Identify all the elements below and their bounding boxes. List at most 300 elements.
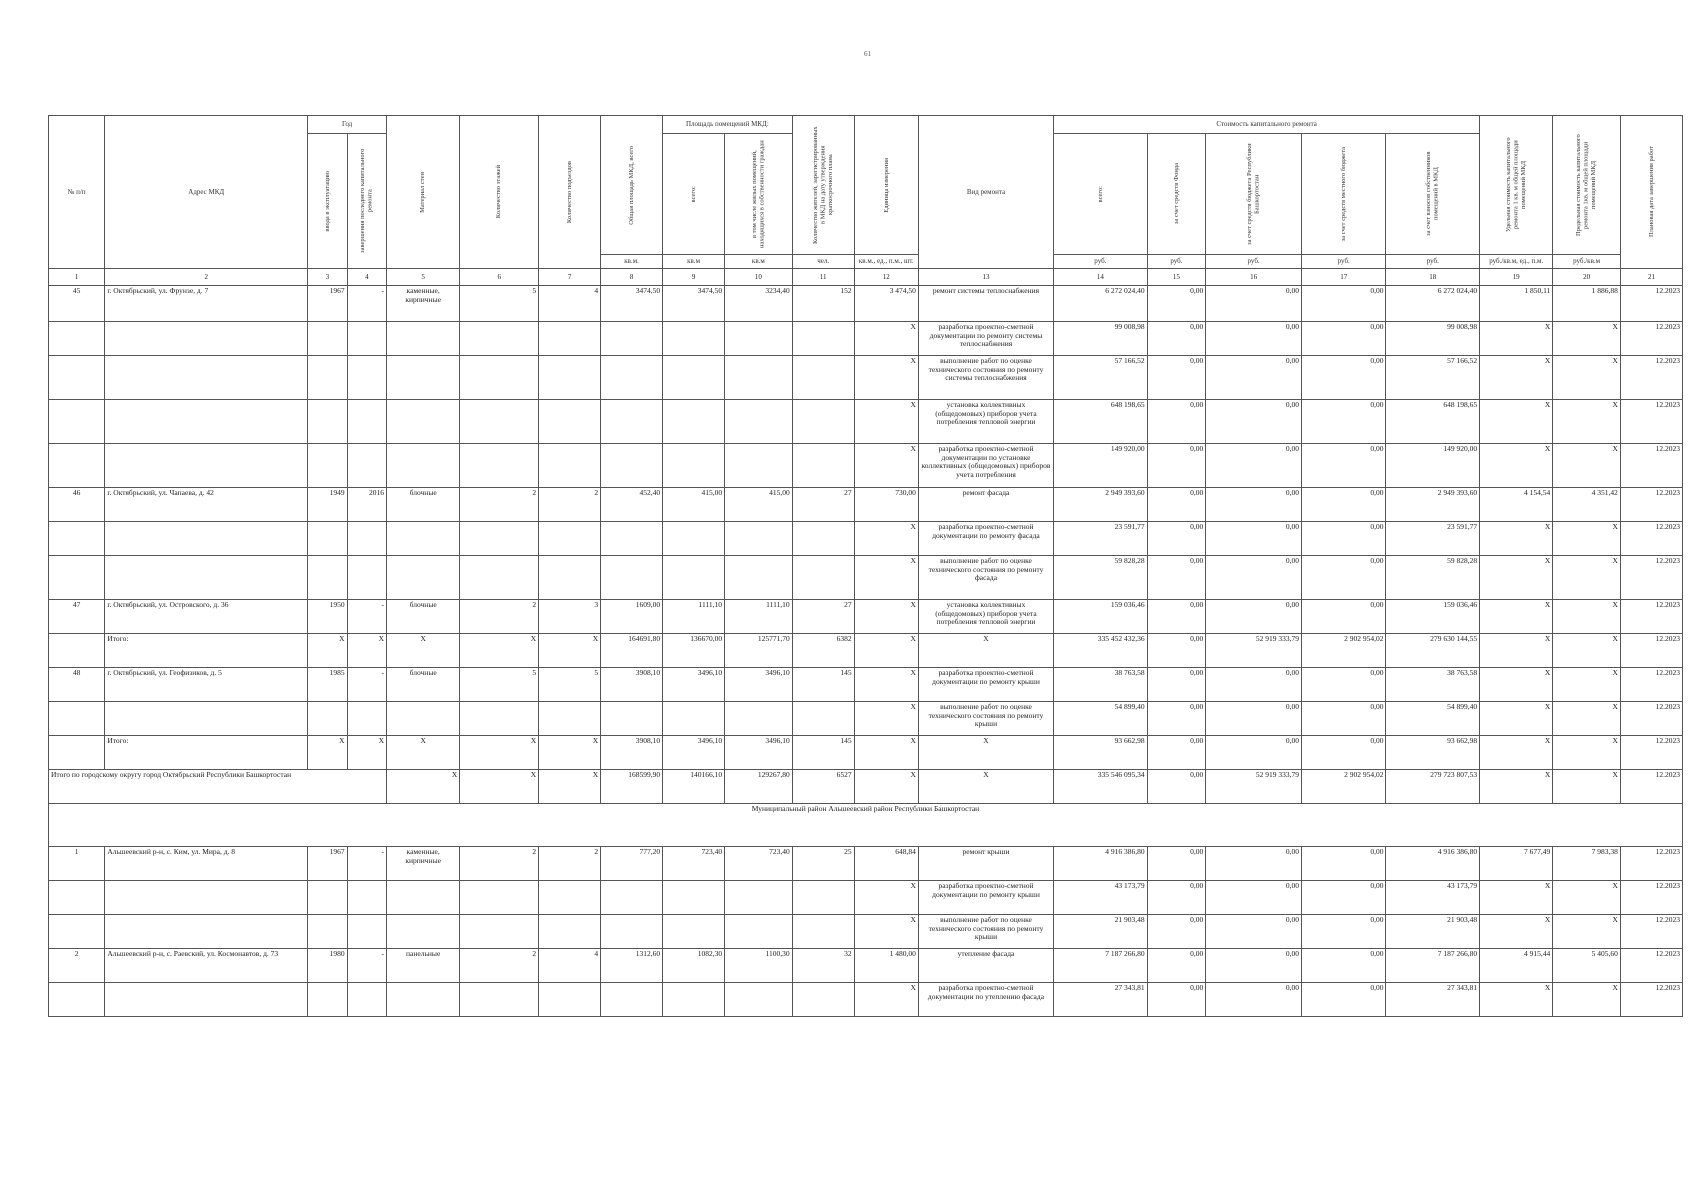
table-cell: X [460, 736, 539, 770]
table-cell: 4 154,54 [1480, 488, 1553, 522]
table-cell: 1609,00 [601, 600, 663, 634]
table-cell: 0,00 [1147, 634, 1206, 668]
table-cell: 2016 [347, 488, 386, 522]
table-cell: 145 [792, 736, 854, 770]
table-cell: 2 [460, 600, 539, 634]
table-cell [460, 322, 539, 356]
table-cell: - [347, 286, 386, 322]
table-cell: 0,00 [1206, 322, 1302, 356]
table-cell: 0,00 [1206, 600, 1302, 634]
table-cell: 0,00 [1206, 702, 1302, 736]
table-cell [49, 736, 105, 770]
table-cell: X [1480, 400, 1553, 444]
table-cell [663, 322, 725, 356]
header-year-last-repair: завершения последнего капитального ремонта [359, 148, 374, 254]
table-cell: 1 886,88 [1553, 286, 1621, 322]
column-number-cell: 6 [460, 269, 539, 286]
table-cell [725, 702, 793, 736]
table-cell: 54 899,40 [1386, 702, 1480, 736]
header-residents: Количество жителей, зарегистрированных в МКД на дату утверждения краткосрочного плана [811, 126, 834, 244]
unit-cell: кв.м [725, 255, 793, 269]
table-cell: 12.2023 [1620, 444, 1682, 488]
table-cell: 23 591,77 [1386, 522, 1480, 556]
table-cell: 57 166,52 [1386, 356, 1480, 400]
table-cell [49, 881, 105, 915]
table-cell [387, 556, 460, 600]
address-cell [105, 881, 308, 915]
table-cell: 0,00 [1147, 400, 1206, 444]
header-num: № п/п [49, 116, 105, 269]
table-cell: X [918, 770, 1053, 804]
table-cell: X [854, 736, 918, 770]
table-cell: 6527 [792, 770, 854, 804]
column-number-cell: 19 [1480, 269, 1553, 286]
table-cell: 335 546 095,34 [1054, 770, 1148, 804]
table-cell: 38 763,58 [1054, 668, 1148, 702]
table-cell [601, 915, 663, 949]
header-cost-owners: за счет взносов собственников помещений в МКД [1425, 151, 1440, 237]
table-cell: X [387, 770, 460, 804]
table-cell [725, 400, 793, 444]
table-cell: X [1553, 522, 1621, 556]
address-cell [105, 556, 308, 600]
table-cell [792, 400, 854, 444]
column-number-cell: 5 [387, 269, 460, 286]
table-cell [663, 702, 725, 736]
table-cell: 0,00 [1301, 400, 1386, 444]
table-cell: 5 [539, 668, 601, 702]
table-cell: 59 828,28 [1054, 556, 1148, 600]
repair-type-cell: разработка проектно-сметной документации по ремонту крыши [918, 881, 1053, 915]
header-wall-material: Материал стен [419, 171, 427, 213]
header-deadline: Плановая дата завершения работ [1647, 146, 1655, 238]
table-cell [49, 356, 105, 400]
address-cell [105, 444, 308, 488]
table-cell: 7 983,38 [1553, 847, 1621, 881]
table-cell [49, 915, 105, 949]
table-cell: 0,00 [1147, 915, 1206, 949]
table-cell [725, 322, 793, 356]
table-cell [601, 522, 663, 556]
unit-cell: руб. [1147, 255, 1206, 269]
table-cell: X [1553, 915, 1621, 949]
table-cell: 12.2023 [1620, 634, 1682, 668]
table-cell [347, 881, 386, 915]
table-cell [792, 322, 854, 356]
table-cell: 54 899,40 [1054, 702, 1148, 736]
header-limit-cost: Предельная стоимость капитального ремонта 1кв. м общей площади помещений МКД [1575, 134, 1598, 236]
table-cell: 0,00 [1301, 556, 1386, 600]
table-cell: X [1480, 444, 1553, 488]
table-cell [308, 522, 347, 556]
repair-type-cell: выполнение работ по оценке технического состояния по ремонту крыши [918, 702, 1053, 736]
table-cell: 6 272 024,40 [1054, 286, 1148, 322]
table-cell: 0,00 [1301, 356, 1386, 400]
table-cell [308, 983, 347, 1017]
address-cell [105, 983, 308, 1017]
table-cell [308, 915, 347, 949]
table-cell: 0,00 [1147, 356, 1206, 400]
table-cell: 99 008,98 [1054, 322, 1148, 356]
table-cell: X [460, 770, 539, 804]
table-cell: 1111,10 [663, 600, 725, 634]
table-cell: 1100,30 [725, 949, 793, 983]
table-cell: 0,00 [1301, 949, 1386, 983]
table-cell: каменные, кирпичные [387, 286, 460, 322]
table-cell [347, 702, 386, 736]
address-cell: Итого: [105, 736, 308, 770]
address-cell [105, 400, 308, 444]
unit-cell: руб./кв.м, ед., п.м. [1480, 255, 1553, 269]
header-year-commission: ввода в эксплуатацию [323, 170, 331, 232]
table-cell: 1949 [308, 488, 347, 522]
table-cell: панельные [387, 949, 460, 983]
table-cell: X [854, 881, 918, 915]
table-cell: 3496,10 [725, 668, 793, 702]
table-cell [387, 983, 460, 1017]
table-cell: 0,00 [1206, 736, 1302, 770]
table-cell: 145 [792, 668, 854, 702]
table-cell: 48 [49, 668, 105, 702]
table-cell: X [1480, 770, 1553, 804]
table-cell: 0,00 [1206, 444, 1302, 488]
table-cell: 0,00 [1301, 600, 1386, 634]
table-cell: 52 919 333,79 [1206, 634, 1302, 668]
repair-type-cell: выполнение работ по оценке технического состояния по ремонту фасада [918, 556, 1053, 600]
table-cell: 1 480,00 [854, 949, 918, 983]
table-cell [308, 356, 347, 400]
capital-repair-table [48, 115, 1683, 1017]
table-body-city [49, 286, 1683, 770]
table-cell [663, 881, 725, 915]
header-premises-residents: в том числе жилых помещений, находящихся в собственности граждан [750, 140, 766, 248]
table-cell: 93 662,98 [1054, 736, 1148, 770]
table-cell [347, 556, 386, 600]
table-cell [725, 444, 793, 488]
table-cell: 21 903,48 [1386, 915, 1480, 949]
table-row [49, 702, 1683, 736]
table-cell: 0,00 [1206, 488, 1302, 522]
table-cell: 0,00 [1147, 702, 1206, 736]
table-cell: 7 187 266,80 [1054, 949, 1148, 983]
table-cell: 5 [460, 668, 539, 702]
table-cell: - [347, 847, 386, 881]
table-cell: X [1553, 668, 1621, 702]
table-cell: 648,84 [854, 847, 918, 881]
table-cell: 3 474,50 [854, 286, 918, 322]
address-cell: г. Октябрьский, ул. Фрунзе, д. 7 [105, 286, 308, 322]
table-cell: X [1480, 881, 1553, 915]
table-cell [387, 702, 460, 736]
table-cell: X [854, 600, 918, 634]
table-cell [49, 634, 105, 668]
table-cell [725, 356, 793, 400]
table-cell: 415,00 [725, 488, 793, 522]
table-cell [347, 522, 386, 556]
column-number-cell: 4 [347, 269, 386, 286]
table-cell: X [1480, 322, 1553, 356]
table-cell [792, 702, 854, 736]
table-cell: 27 343,81 [1386, 983, 1480, 1017]
table-cell [601, 322, 663, 356]
table-cell [347, 400, 386, 444]
table-cell [460, 444, 539, 488]
table-cell: 99 008,98 [1386, 322, 1480, 356]
table-cell: 5 405,60 [1553, 949, 1621, 983]
table-cell [49, 702, 105, 736]
table-cell: 3908,10 [601, 736, 663, 770]
table-cell: 52 919 333,79 [1206, 770, 1302, 804]
table-cell: 2 [539, 847, 601, 881]
city-total-label: Итого по городскому округу город Октябрьский Республики Башкортостан [49, 770, 387, 804]
table-cell [792, 522, 854, 556]
table-cell [792, 983, 854, 1017]
table-cell: X [539, 770, 601, 804]
column-number-cell: 14 [1054, 269, 1148, 286]
table-cell [539, 400, 601, 444]
table-cell [663, 522, 725, 556]
table-cell: 2 [460, 488, 539, 522]
repair-type-cell: X [918, 736, 1053, 770]
unit-cell: руб. [1301, 255, 1386, 269]
table-cell: 59 828,28 [1386, 556, 1480, 600]
table-cell: 46 [49, 488, 105, 522]
table-cell [49, 522, 105, 556]
table-cell: 2 [49, 949, 105, 983]
table-cell: 2 902 954,02 [1301, 634, 1386, 668]
table-row [49, 356, 1683, 400]
table-cell [539, 881, 601, 915]
address-cell: Альшеевский р-н, с. Ким, ул. Мира, д. 8 [105, 847, 308, 881]
table-cell: X [1553, 356, 1621, 400]
table-cell: 2 [460, 847, 539, 881]
table-cell: 1967 [308, 286, 347, 322]
table-cell: 149 920,00 [1054, 444, 1148, 488]
header-cost: Стоимость капитального ремонта [1054, 116, 1480, 134]
table-cell: 415,00 [663, 488, 725, 522]
table-cell [387, 322, 460, 356]
table-cell [460, 400, 539, 444]
column-number-cell: 18 [1386, 269, 1480, 286]
table-cell: 43 173,79 [1386, 881, 1480, 915]
table-cell: 12.2023 [1620, 322, 1682, 356]
table-cell [347, 444, 386, 488]
table-cell: 4 [539, 286, 601, 322]
table-cell: 730,00 [854, 488, 918, 522]
table-cell: 1312,60 [601, 949, 663, 983]
address-cell [105, 322, 308, 356]
table-cell: 1111,10 [725, 600, 793, 634]
table-cell [792, 444, 854, 488]
repair-type-cell: выполнение работ по оценке технического состояния по ремонту крыши [918, 915, 1053, 949]
table-cell: 0,00 [1147, 322, 1206, 356]
table-cell: 7 677,49 [1480, 847, 1553, 881]
table-row [49, 600, 1683, 634]
table-cell: 12.2023 [1620, 400, 1682, 444]
table-cell [539, 915, 601, 949]
column-number-cell: 2 [105, 269, 308, 286]
repair-type-cell: разработка проектно-сметной документации по установке коллективных (общедомовых) приборов учета потребления [918, 444, 1053, 488]
table-cell: 27 [792, 488, 854, 522]
table-cell [663, 400, 725, 444]
column-number-cell: 10 [725, 269, 793, 286]
unit-cell: чел. [792, 255, 854, 269]
unit-cell: кв.м., ед., п.м., шт. [854, 255, 918, 269]
table-cell: X [1480, 522, 1553, 556]
table-cell [725, 881, 793, 915]
table-cell: 723,40 [663, 847, 725, 881]
unit-cell: руб. [1206, 255, 1302, 269]
table-cell: 1967 [308, 847, 347, 881]
table-cell: 1985 [308, 668, 347, 702]
table-cell: 7 187 266,80 [1386, 949, 1480, 983]
table-cell: 12.2023 [1620, 881, 1682, 915]
table-cell: 136670,00 [663, 634, 725, 668]
table-row [49, 915, 1683, 949]
table-cell: X [1480, 668, 1553, 702]
table-cell: каменные, кирпичные [387, 847, 460, 881]
table-cell: 3496,10 [663, 736, 725, 770]
table-cell: 129267,80 [725, 770, 793, 804]
table-cell [792, 915, 854, 949]
table-cell [663, 444, 725, 488]
table-cell [387, 915, 460, 949]
repair-type-cell: ремонт системы теплоснабжения [918, 286, 1053, 322]
table-cell: 0,00 [1206, 668, 1302, 702]
table-cell: X [1480, 915, 1553, 949]
table-row [49, 983, 1683, 1017]
table-cell [308, 444, 347, 488]
table-cell: 3234,40 [725, 286, 793, 322]
table-cell: 0,00 [1301, 668, 1386, 702]
table-cell [460, 881, 539, 915]
table-cell: X [387, 634, 460, 668]
table-cell: 2 [539, 488, 601, 522]
unit-cell: руб./кв.м [1553, 255, 1621, 269]
table-cell [792, 356, 854, 400]
table-cell [460, 915, 539, 949]
table-cell: X [1553, 600, 1621, 634]
table-cell: 777,20 [601, 847, 663, 881]
table-cell: 3474,50 [663, 286, 725, 322]
table-cell: 21 903,48 [1054, 915, 1148, 949]
unit-cell: кв.м. [601, 255, 663, 269]
table-cell [460, 983, 539, 1017]
table-cell: 0,00 [1301, 444, 1386, 488]
table-cell: 4 351,42 [1553, 488, 1621, 522]
table-cell: X [460, 634, 539, 668]
header-premises-total: всего: [689, 185, 697, 203]
header-cost-local: за счет средств местного бюджета [1339, 146, 1347, 242]
table-cell: 723,40 [725, 847, 793, 881]
table-cell: 0,00 [1301, 702, 1386, 736]
table-cell [539, 556, 601, 600]
header-address: Адрес МКД [105, 116, 308, 269]
table-cell: 0,00 [1301, 322, 1386, 356]
table-cell: 3 [539, 600, 601, 634]
column-number-cell: 13 [918, 269, 1053, 286]
table-cell: X [1480, 634, 1553, 668]
table-cell: 279 630 144,55 [1386, 634, 1480, 668]
table-cell: 0,00 [1147, 736, 1206, 770]
table-row [49, 400, 1683, 444]
table-body-district [49, 847, 1683, 1017]
table-cell: 152 [792, 286, 854, 322]
table-cell: 1 850,11 [1480, 286, 1553, 322]
repair-type-cell: ремонт крыши [918, 847, 1053, 881]
table-cell: 4 915,44 [1480, 949, 1553, 983]
address-cell: Альшеевский р-н, с. Раевский, ул. Космонавтов, д. 73 [105, 949, 308, 983]
table-cell: 3474,50 [601, 286, 663, 322]
table-cell: X [854, 634, 918, 668]
table-cell: 25 [792, 847, 854, 881]
table-cell [308, 702, 347, 736]
unit-cell: руб. [1054, 255, 1148, 269]
table-cell: 2 [460, 949, 539, 983]
table-cell: X [539, 736, 601, 770]
table-cell: 0,00 [1147, 983, 1206, 1017]
header-floors: Количество этажей [495, 165, 503, 219]
table-cell: X [308, 634, 347, 668]
table-cell: 0,00 [1147, 286, 1206, 322]
table-row [49, 668, 1683, 702]
table-cell: 3496,10 [725, 736, 793, 770]
table-cell: 0,00 [1147, 847, 1206, 881]
table-cell [460, 556, 539, 600]
table-cell: 12.2023 [1620, 522, 1682, 556]
table-cell [601, 356, 663, 400]
table-row [49, 322, 1683, 356]
table-cell [347, 322, 386, 356]
table-cell: X [854, 400, 918, 444]
table-cell [663, 983, 725, 1017]
repair-type-cell: разработка проектно-сметной документации по ремонту системы теплоснабжения [918, 322, 1053, 356]
table-row [49, 488, 1683, 522]
table-cell: 23 591,77 [1054, 522, 1148, 556]
table-cell: 38 763,58 [1386, 668, 1480, 702]
table-cell: X [1553, 983, 1621, 1017]
table-cell: X [854, 983, 918, 1017]
table-cell: 0,00 [1301, 286, 1386, 322]
table-cell: X [1553, 400, 1621, 444]
table-cell: X [854, 322, 918, 356]
table-cell: 0,00 [1206, 915, 1302, 949]
table-cell: - [347, 949, 386, 983]
table-cell: X [1553, 702, 1621, 736]
table-cell [49, 556, 105, 600]
table-cell: блочные [387, 668, 460, 702]
table-cell: 3908,10 [601, 668, 663, 702]
table-cell: 12.2023 [1620, 847, 1682, 881]
column-number-cell: 3 [308, 269, 347, 286]
table-cell [460, 522, 539, 556]
address-cell [105, 702, 308, 736]
table-cell: 0,00 [1206, 522, 1302, 556]
table-cell: X [854, 915, 918, 949]
table-cell: X [1553, 444, 1621, 488]
table-cell [539, 322, 601, 356]
table-cell: 164691,80 [601, 634, 663, 668]
column-number-cell: 12 [854, 269, 918, 286]
table-cell: 0,00 [1301, 983, 1386, 1017]
table-cell [539, 702, 601, 736]
table-cell: 648 198,65 [1386, 400, 1480, 444]
table-cell [725, 915, 793, 949]
header-cost-fund: за счет средств Фонда [1172, 163, 1180, 225]
table-cell: 0,00 [1206, 881, 1302, 915]
table-cell: 27 343,81 [1054, 983, 1148, 1017]
table-cell: X [1553, 770, 1621, 804]
